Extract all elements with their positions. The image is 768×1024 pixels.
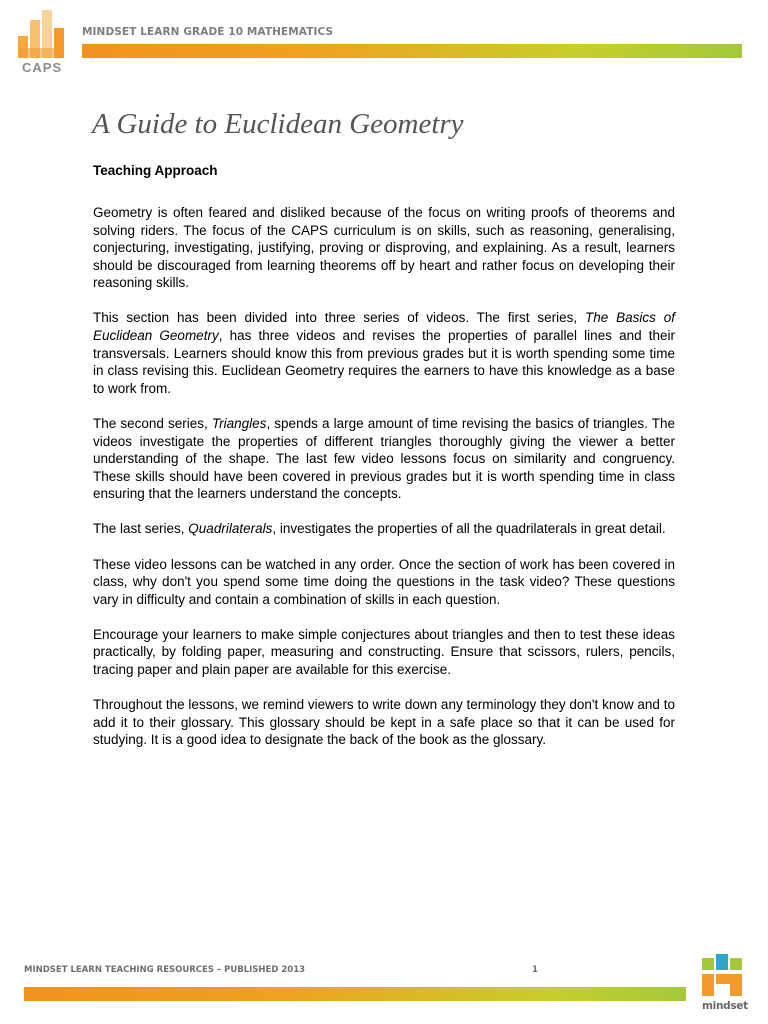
paragraph-5-text: These video lessons can be watched in any order. Once the section of work has been covered in class, why don't you spend some time doing the questions in the task video? These questions vary in difficulty and contain a combination of skills in each question. bbox=[93, 556, 675, 607]
paragraph-4 bbox=[93, 520, 675, 538]
paragraph-3-text-b: , spends a large amount of time revising the basics of triangles. The videos investigate the properties of different triangles thoroughly giving the viewer a better understanding of the shape. The last few video lessons focus on similarity and congruency. These skills should have been covered in previous grades but it is worth spending time in class ensuring that the learners understand the concepts. bbox=[93, 415, 676, 502]
paragraph-6 bbox=[93, 626, 675, 679]
caps-logo-text: CAPS bbox=[22, 60, 63, 75]
paragraph-5 bbox=[93, 556, 675, 609]
mindset-mark-icon bbox=[702, 954, 754, 1000]
caps-bars-icon bbox=[18, 10, 70, 58]
section-heading: Teaching Approach bbox=[93, 163, 218, 178]
mindset-logo-text: mindset bbox=[702, 1000, 748, 1012]
paragraph-6-text: Encourage your learners to make simple conjectures about triangles and then to test these ideas practically, by folding paper, measuring and constructing. Ensure that scissors, rulers, pencils, tracing paper and plain paper are available for this exercise. bbox=[93, 626, 675, 677]
paragraph-2-text-a: This section has been divided into three series of videos. The first series, bbox=[93, 310, 585, 326]
paragraph-3 bbox=[93, 415, 675, 503]
header-title: MINDSET LEARN GRADE 10 MATHEMATICS bbox=[82, 26, 334, 38]
mindset-logo bbox=[702, 954, 754, 1018]
paragraph-1 bbox=[93, 204, 675, 292]
footer-text: MINDSET LEARN TEACHING RESOURCES – PUBLISHED 2013 bbox=[24, 965, 306, 975]
paragraph-4-text-b: , investigates the properties of all the quadrilaterals in great detail. bbox=[272, 521, 666, 537]
paragraph-3-text-a: The second series, bbox=[93, 415, 212, 431]
paragraph-4-text-a: The last series, bbox=[93, 521, 189, 537]
paragraph-4-italic: Quadrilaterals bbox=[188, 521, 273, 537]
document-body bbox=[93, 204, 675, 766]
paragraph-2-text-b: , has three videos and revises the properties of parallel lines and their transversals. Learners should know this from previous grades but it is worth spending some time in class revising this. Euclidean Geometry requires the earners to have this knowledge as a base to work from. bbox=[93, 328, 675, 396]
footer-gradient-bar bbox=[24, 987, 686, 1001]
paragraph-2-italic: The Basics of Euclidean Geometry bbox=[93, 310, 675, 344]
paragraph-2 bbox=[93, 309, 675, 397]
paragraph-3-italic: Triangles bbox=[211, 415, 267, 431]
page-number: 1 bbox=[532, 965, 538, 975]
header-gradient-bar bbox=[82, 44, 742, 58]
paragraph-7 bbox=[93, 696, 675, 749]
paragraph-7-text: Throughout the lessons, we remind viewers to write down any terminology they don't know and to add it to their glossary. This glossary should be kept in a safe place so that it can be used for studying. It is a good idea to designate the back of the book as the glossary. bbox=[93, 697, 675, 748]
paragraph-1-text: Geometry is often feared and disliked because of the focus on writing proofs of theorems and solving riders. The focus of the CAPS curriculum is on skills, such as reasoning, generalising, conjecturing, investigating, justifying, proving or disproving, and explaining. As a result, learners should be discouraged from learning theorems off by heart and rather focus on developing their reasoning skills. bbox=[93, 205, 675, 291]
document-title: A Guide to Euclidean Geometry bbox=[92, 108, 464, 140]
caps-logo bbox=[18, 10, 70, 76]
